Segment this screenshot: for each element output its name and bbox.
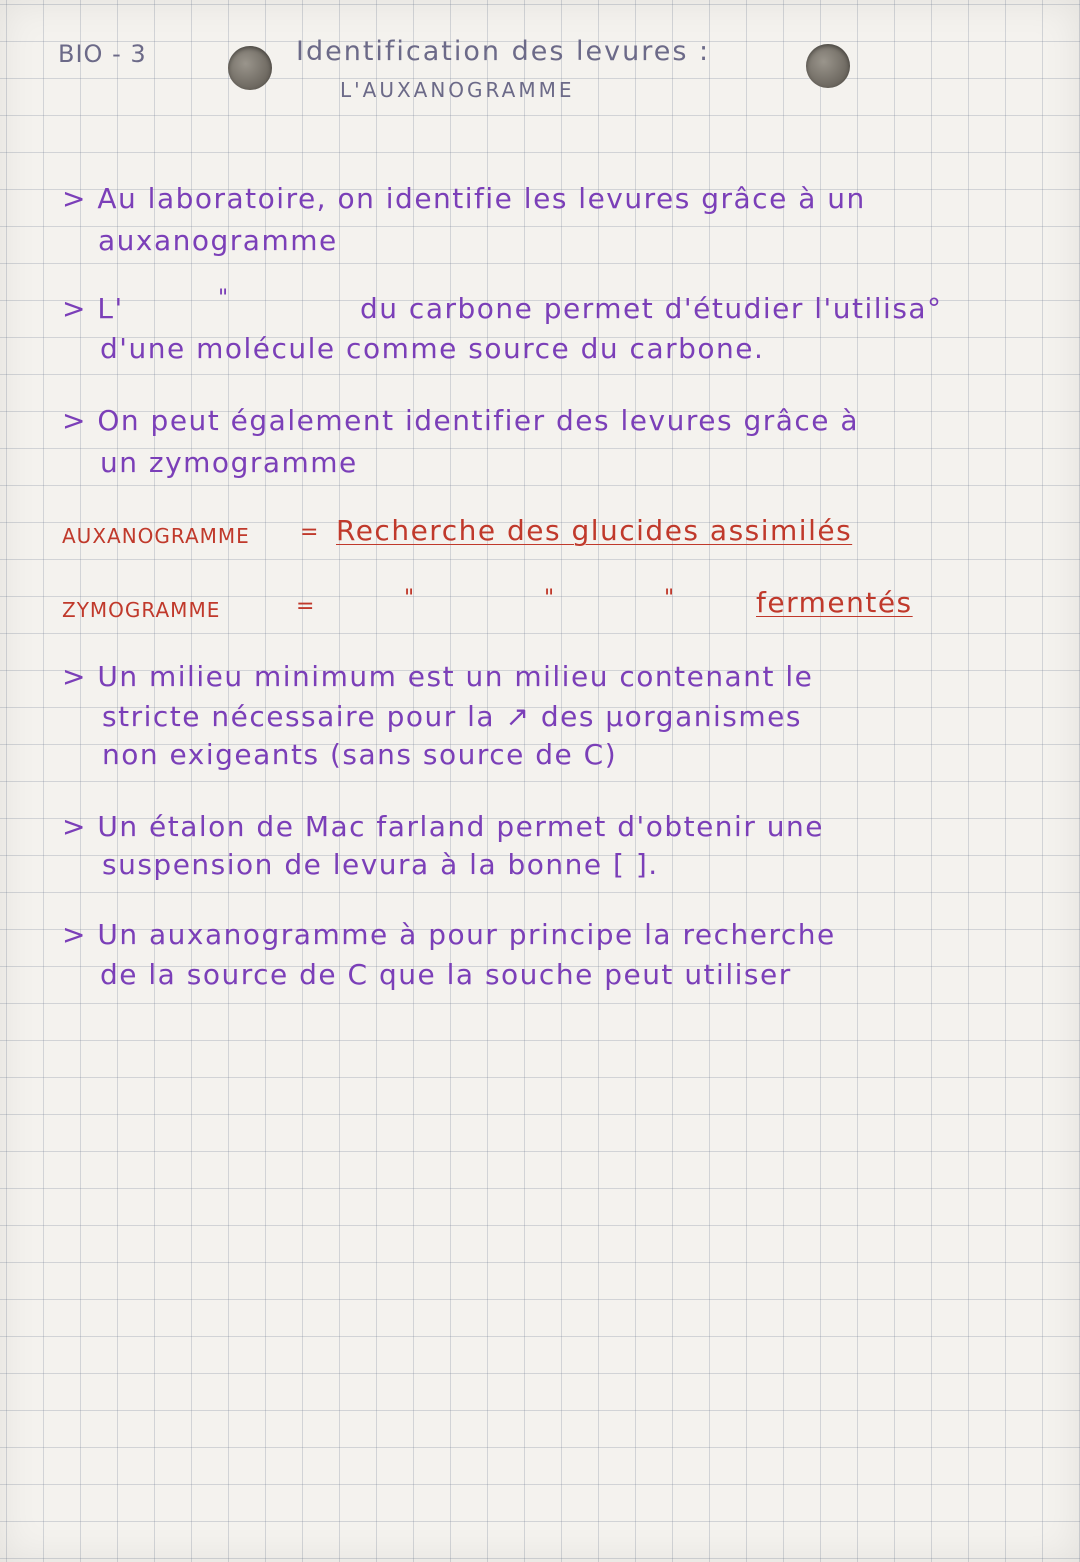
ditto-mark-1: " <box>404 586 415 611</box>
definition-equals-2: = <box>296 594 315 619</box>
definition-term-auxanogramme: AUXANOGRAMME <box>62 524 250 548</box>
page-title: Identification des levures : <box>296 36 711 67</box>
note-p4-line3: non exigeants (sans source de C) <box>102 738 618 771</box>
note-p5-line1: > Un étalon de Mac farland permet d'obtenir une <box>62 810 824 843</box>
note-p3-line1: > On peut également identifier des levures grâce à <box>62 404 860 437</box>
definition-term-zymogramme: ZYMOGRAMME <box>62 598 221 622</box>
note-p4-line2: stricte nécessaire pour la ↗ des µorganismes <box>102 700 802 733</box>
note-p2-start: > L' <box>62 292 124 325</box>
definition-equals-1: = <box>300 520 319 545</box>
note-p2-line2: d'une molécule comme source du carbone. <box>100 332 765 365</box>
note-p6-line1: > Un auxanogramme à pour principe la recherche <box>62 918 836 951</box>
note-p3-line2: un zymogramme <box>100 446 358 479</box>
note-p2-ditto: " <box>218 286 229 311</box>
definition-zymogramme: fermentés <box>756 586 913 619</box>
ditto-mark-3: " <box>664 586 675 611</box>
binder-hole-right <box>806 44 850 88</box>
ditto-mark-2: " <box>544 586 555 611</box>
note-p1-line1: > Au laboratoire, on identifie les levures grâce à un <box>62 182 866 215</box>
binder-hole-left <box>228 46 272 90</box>
note-p2-line1: du carbone permet d'étudier l'utilisa° <box>360 292 943 325</box>
definition-auxanogramme: Recherche des glucides assimilés <box>336 514 853 547</box>
note-p6-line2: de la source de C que la souche peut utiliser <box>100 958 792 991</box>
course-code: BIO - 3 <box>58 40 147 68</box>
note-p4-line1: > Un milieu minimum est un milieu contenant le <box>62 660 814 693</box>
page-subtitle: L'AUXANOGRAMME <box>340 78 575 102</box>
note-p1-line2: auxanogramme <box>98 224 338 257</box>
note-p5-line2: suspension de levura à la bonne [ ]. <box>102 848 659 881</box>
